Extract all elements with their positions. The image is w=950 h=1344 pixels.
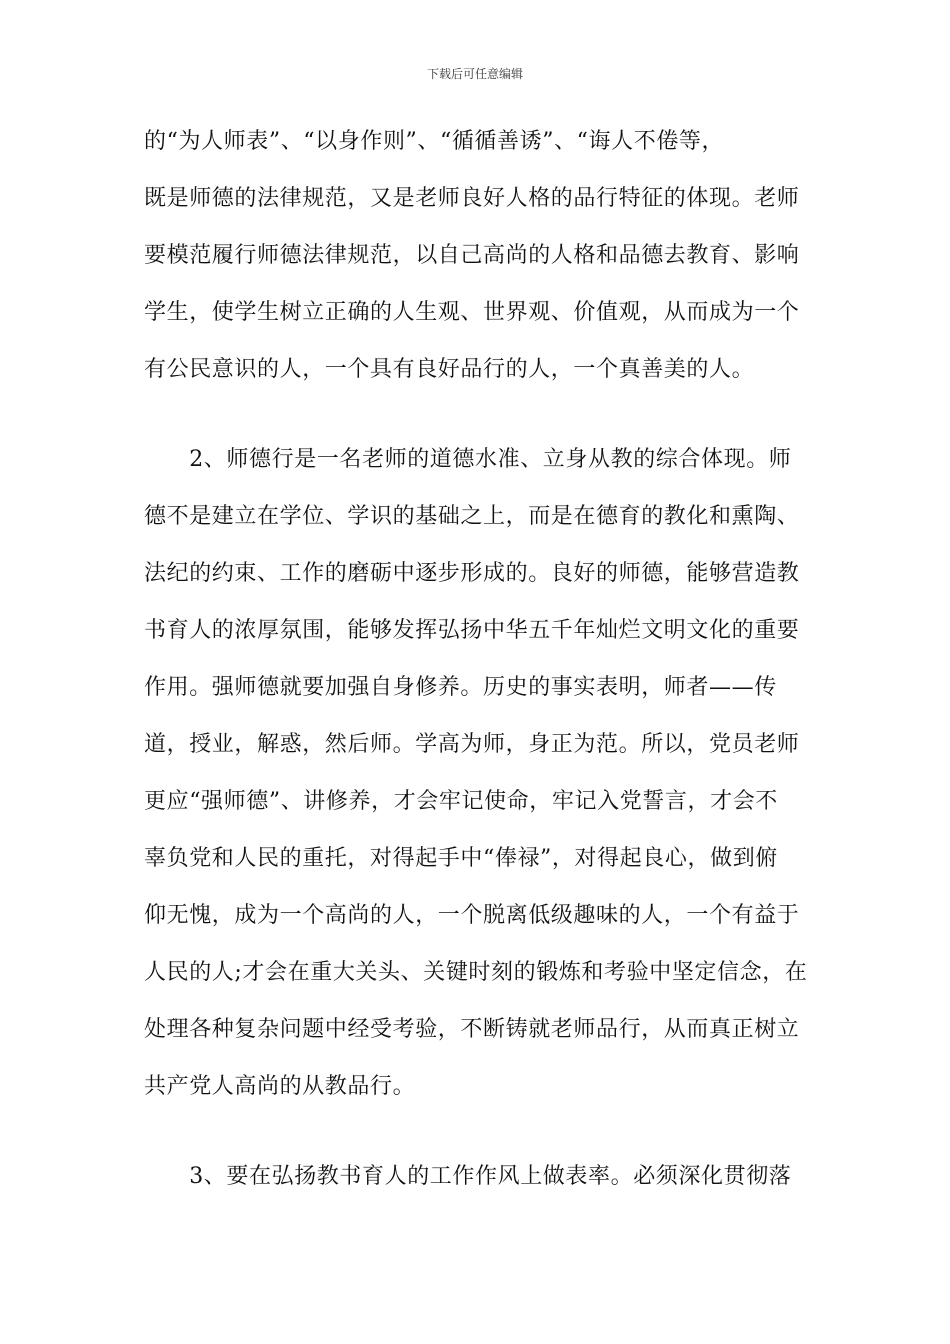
text-line: 仰无愧，成为一个高尚的人，一个脱离低级趣味的人，一个有益于 <box>144 903 800 928</box>
text-line: 书育人的浓厚氛围，能够发挥弘扬中华五千年灿烂文明文化的重要 <box>144 618 800 643</box>
text-line: 既是师德的法律规范，又是老师良好人格的品行特征的体现。老师 <box>144 186 800 211</box>
paragraph <box>144 448 809 1099</box>
text-line: 有公民意识的人，一个具有良好品行的人，一个真善美的人。 <box>144 357 755 382</box>
text-line: 更应“强师德”、讲修养，才会牢记使命，牢记入党誓言，才会不 <box>144 789 778 814</box>
text-line: 处理各种复杂问题中经受考验，不断铸就老师品行，从而真正树立 <box>144 1017 800 1042</box>
text-line: 要模范履行师德法律规范，以自己高尚的人格和品德去教育、影响 <box>144 243 800 268</box>
text-line: 人民的人;才会在重大关头、关键时刻的锻炼和考验中坚定信念，在 <box>144 960 808 985</box>
text-line: 道，授业，解惑，然后师。学高为师，身正为范。所以，党员老师 <box>144 732 800 757</box>
text-line: 3、要在弘扬教书育人的工作作风上做表率。必须深化贯彻落 <box>144 1164 792 1189</box>
text-line: 德不是建立在学位、学识的基础之上，而是在德育的教化和熏陶、 <box>144 504 800 529</box>
document-body <box>144 130 809 1222</box>
paragraph <box>144 130 809 382</box>
text-line: 共产党人高尚的从教品行。 <box>144 1074 416 1099</box>
text-line: 学生，使学生树立正确的人生观、世界观、价值观，从而成为一个 <box>144 300 800 325</box>
paragraph <box>144 1165 809 1189</box>
paragraph-spacer <box>144 1132 809 1165</box>
text-line: 辜负党和人民的重托，对得起手中“俸禄”，对得起良心，做到俯 <box>144 846 778 871</box>
page-header: 下载后可任意编辑 <box>426 67 523 81</box>
text-line: 2、师德行是一名老师的道德水准、立身从教的综合体现。师 <box>144 447 792 472</box>
text-line: 作用。强师德就要加强自身修养。历史的事实表明，师者——传 <box>144 675 777 700</box>
text-line: 的“为人师表”、“以身作则”、“循循善诱”、“诲人不倦等， <box>144 129 725 154</box>
paragraph-spacer <box>144 415 809 448</box>
text-line: 法纪的约束、工作的磨砺中逐步形成的。良好的师德，能够营造教 <box>144 561 800 586</box>
